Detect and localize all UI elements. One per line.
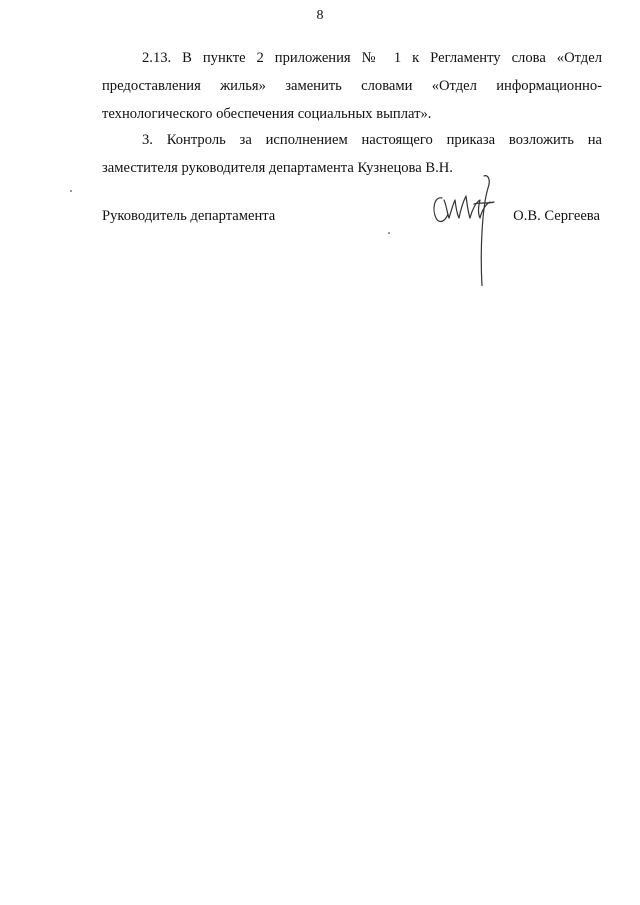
handwritten-signature bbox=[428, 174, 500, 286]
scan-speck bbox=[70, 190, 72, 192]
signer-name: О.В. Сергеева bbox=[513, 208, 600, 224]
signer-title: Руководитель департамента bbox=[102, 208, 276, 224]
signature-block bbox=[102, 208, 600, 298]
paragraph-3 bbox=[102, 126, 602, 182]
paragraph-text: 3. Контроль за исполнением настоящего приказа возложить на заместителя руководителя департамента Кузнецова В.Н. bbox=[102, 132, 602, 176]
scan-speck bbox=[388, 232, 390, 234]
page-number: 8 bbox=[316, 8, 324, 23]
paragraph-text: 2.13. В пункте 2 приложения № 1 к Регламенту слова «Отдел предоставления жилья» заменить словами «Отдел информационно-технологического обеспечения социальных выплат». bbox=[102, 50, 602, 122]
paragraph-2-13 bbox=[102, 44, 602, 128]
